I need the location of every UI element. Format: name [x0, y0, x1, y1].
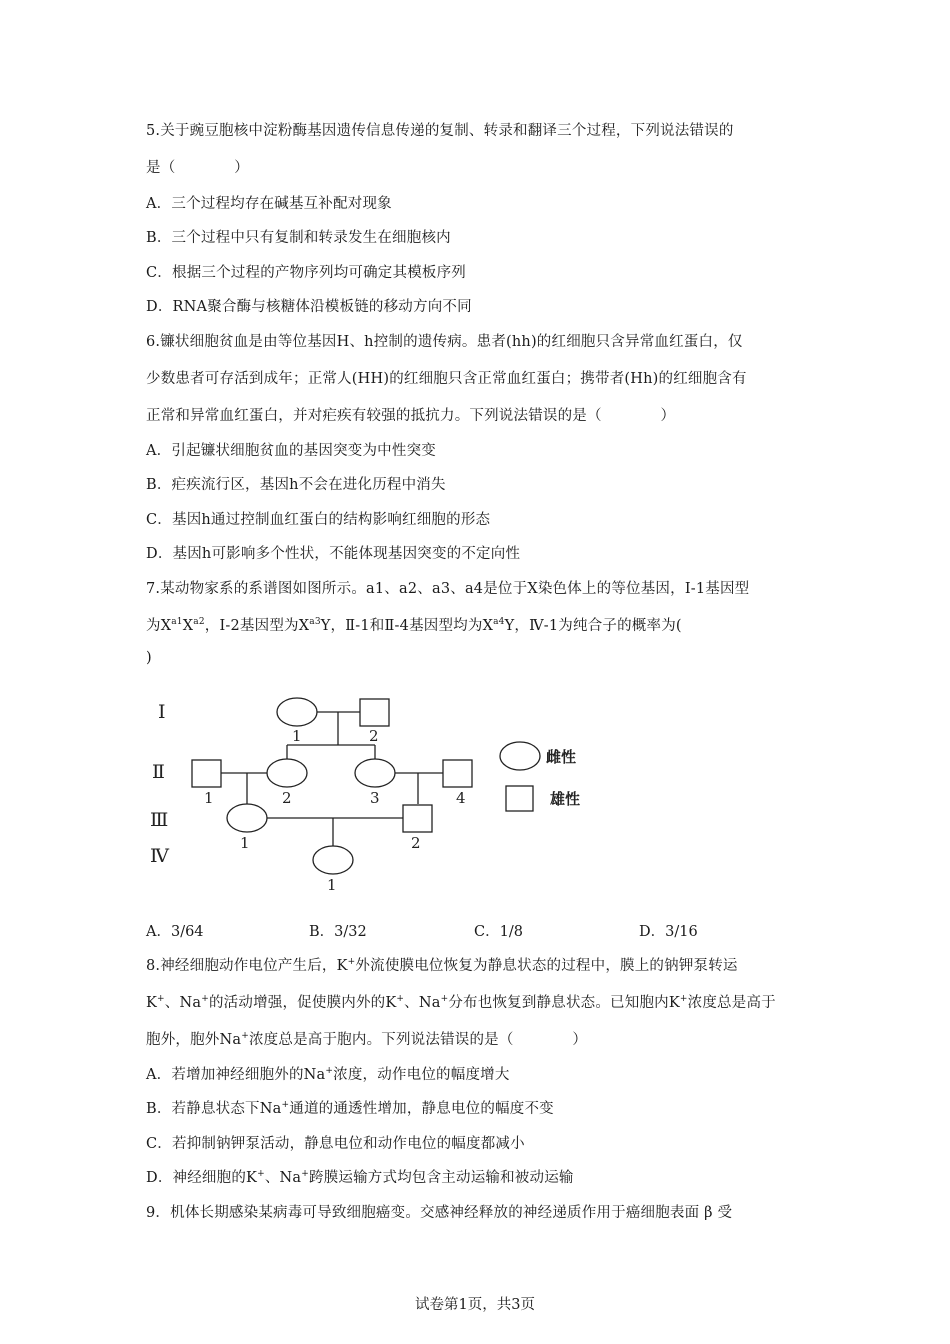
- q6-option-a: A．引起镰状细胞贫血的基因突变为中性突变: [146, 443, 436, 459]
- q6-stem-line1: 6.镰状细胞贫血是由等位基因H、h控制的遗传病。患者(hh)的红细胞只含异常血红蛋白，仅: [146, 334, 743, 350]
- q5-option-b: B．三个过程中只有复制和转录发生在细胞核内: [146, 230, 451, 246]
- gen-label-iii: Ⅲ: [150, 809, 169, 831]
- label-ii2: 2: [282, 789, 292, 807]
- q6-option-c: C．基因h通过控制血红蛋白的结构影响红细胞的形态: [146, 512, 491, 528]
- q6-option-d: D．基因h可影响多个性状，不能体现基因突变的不定向性: [146, 546, 521, 562]
- pedigree-iii1-female: [227, 804, 267, 832]
- q8-option-b: B．若静息状态下Na+通道的通透性增加，静息电位的幅度不变: [146, 1100, 554, 1117]
- q5-stem-line1: 5.关于豌豆胞核中淀粉酶基因遗传信息传递的复制、转录和翻译三个过程，下列说法错误的: [146, 123, 734, 139]
- q5-option-c: C．根据三个过程的产物序列均可确定其模板序列: [146, 265, 466, 281]
- gen-label-ii: Ⅱ: [152, 761, 165, 783]
- label-ii4: 4: [456, 789, 466, 807]
- legend-male-label: 雄性: [550, 790, 581, 808]
- legend-male-symbol: [506, 786, 533, 811]
- label-i2: 2: [369, 727, 379, 745]
- label-i1: 1: [292, 727, 302, 745]
- q7-stem-line2: 为$X^{a1}X^{a2}$，Ⅰ-2基因型为$X^{a3}Y$，Ⅱ-1和Ⅱ-4基因型均为$X^{a4}Y$，Ⅳ-1为纯合子的概率为(: [146, 617, 682, 634]
- q8-option-c: C．若抑制钠钾泵活动，静息电位和动作电位的幅度都减小: [146, 1136, 525, 1152]
- q7-stem-line1: 7.某动物家系的系谱图如图所示。a1、a2、a3、a4是位于X染色体上的等位基因，Ⅰ-1基因型: [146, 581, 750, 597]
- label-ii1: 1: [204, 789, 214, 807]
- pedigree-ii2-female: [267, 759, 307, 787]
- q5-stem-line2: 是（ ）: [146, 160, 249, 176]
- q7-option-a: A．3/64: [146, 924, 204, 940]
- label-ii3: 3: [370, 789, 380, 807]
- pedigree-ii1-male: [192, 760, 221, 787]
- label-iv1: 1: [327, 876, 337, 894]
- pedigree-i2-male: [360, 699, 389, 726]
- q7-option-d: D．3/16: [639, 924, 698, 940]
- legend-female-label: 雌性: [546, 748, 577, 766]
- gen-label-i: Ⅰ: [158, 701, 166, 723]
- pedigree-iii2-male: [403, 805, 432, 832]
- label-iii1: 1: [240, 834, 250, 852]
- q6-option-b: B．疟疾流行区，基因h不会在进化历程中消失: [146, 477, 446, 493]
- q8-option-a: A．若增加神经细胞外的Na+浓度，动作电位的幅度增大: [146, 1066, 510, 1083]
- q7-option-b: B．3/32: [309, 924, 367, 940]
- q8-stem-line3: 胞外，胞外Na+浓度总是高于胞内。下列说法错误的是（ ）: [146, 1031, 588, 1048]
- pedigree-iv1-female: [313, 846, 353, 874]
- q5-option-a: A．三个过程均存在碱基互补配对现象: [146, 196, 392, 212]
- page-footer: 试卷第1页，共3页: [415, 1297, 535, 1313]
- label-iii2: 2: [411, 834, 421, 852]
- q9-stem-line1: 9．机体长期感染某病毒可导致细胞癌变。交感神经释放的神经递质作用于癌细胞表面 β 受: [146, 1205, 733, 1221]
- pedigree-ii4-male: [443, 760, 472, 787]
- q5-option-d: D．RNA聚合酶与核糖体沿模板链的移动方向不同: [146, 299, 472, 315]
- q8-option-d: D．神经细胞的K+、Na+跨膜运输方式均包含主动运输和被动运输: [146, 1169, 574, 1186]
- pedigree-i1-female: [277, 698, 317, 726]
- q8-stem-line1: 8.神经细胞动作电位产生后，K+外流使膜电位恢复为静息状态的过程中，膜上的钠钾泵转运: [146, 957, 738, 974]
- gen-label-iv: Ⅳ: [150, 845, 169, 867]
- q7-option-c: C．1/8: [474, 924, 523, 940]
- q7-stem-line3: ): [146, 650, 152, 666]
- q8-stem-line2: K+、Na+的活动增强，促使膜内外的K+、Na+分布也恢复到静息状态。已知胞内K+浓度总是高于: [146, 994, 776, 1011]
- q6-stem-line3: 正常和异常血红蛋白，并对疟疾有较强的抵抗力。下列说法错误的是（ ）: [146, 408, 676, 424]
- legend-female-symbol: [500, 742, 540, 770]
- pedigree-ii3-female: [355, 759, 395, 787]
- q6-stem-line2: 少数患者可存活到成年；正常人(HH)的红细胞只含正常血红蛋白；携带者(Hh)的红细胞含有: [146, 371, 747, 387]
